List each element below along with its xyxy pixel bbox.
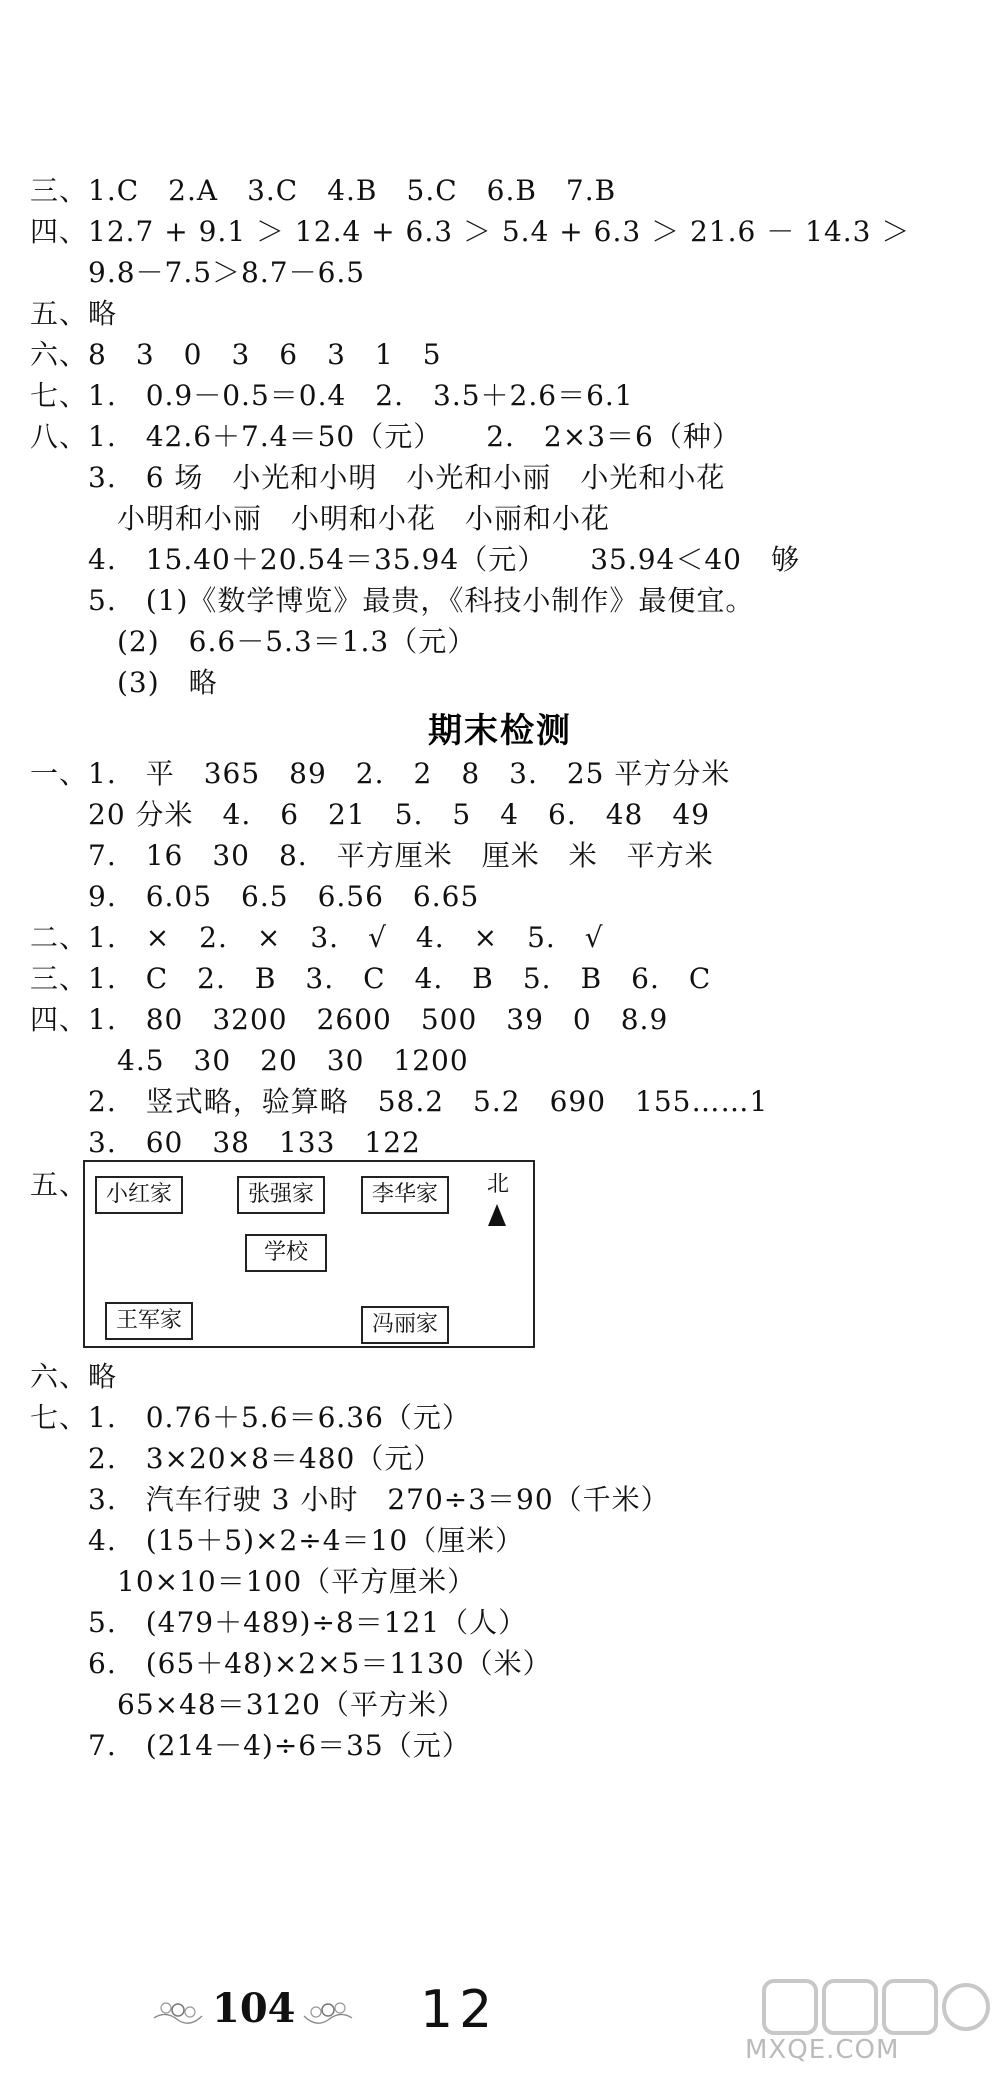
answer-line: 三、1.C 2.A 3.C 4.B 5.C 6.B 7.B	[30, 174, 617, 207]
answer-line: 4. 15.40＋20.54＝35.94（元） 35.94＜40 够	[30, 543, 800, 576]
answer-line: 六、8 3 0 3 6 3 1 5	[30, 338, 442, 371]
handwritten-number: 12	[420, 1980, 499, 2040]
answer-line: 7. 16 30 8. 平方厘米 厘米 米 平方米	[30, 839, 714, 872]
answer-line: 65×48＝3120（平方米）	[30, 1688, 466, 1721]
answer-line: 六、略	[30, 1360, 118, 1393]
answer-line: 7. (214－4)÷6＝35（元）	[30, 1729, 471, 1762]
page-number: 104	[212, 1985, 296, 2032]
answer-line: 五、略	[30, 297, 118, 330]
map-home-wangjun: 王军家	[105, 1302, 193, 1340]
map-home-lihua: 李华家	[361, 1176, 449, 1214]
answer-line: 四、1. 80 3200 2600 500 39 0 8.9	[30, 1003, 669, 1036]
answer-line: 一、1. 平 365 89 2. 2 8 3. 25 平方分米	[30, 757, 731, 790]
answer-line: 四、12.7 + 9.1 ＞ 12.4 + 6.3 ＞ 5.4 + 6.3 ＞ 21.6 － 14.3 ＞	[30, 215, 911, 248]
map-home-fengli: 冯丽家	[361, 1306, 449, 1344]
answer-line: 5. (479＋489)÷8＝121（人）	[30, 1606, 528, 1639]
answer-line: 八、1. 42.6＋7.4＝50（元） 2. 2×3＝6（种）	[30, 420, 741, 453]
answer-line: 4.5 30 20 30 1200	[30, 1044, 469, 1077]
map-home-zhangqiang: 张强家	[237, 1176, 325, 1214]
answer-line: 5. (1)《数学博览》最贵，《科技小制作》最便宜。	[30, 584, 755, 617]
answer-line: 20 分米 4. 6 21 5. 5 4 6. 48 49	[30, 798, 711, 831]
answer-line: 2. 竖式略，验算略 58.2 5.2 690 155……1	[30, 1085, 769, 1118]
flower-ornament-icon	[150, 1990, 206, 2030]
answer-line: 9. 6.05 6.5 6.56 6.65	[30, 880, 480, 913]
answer-line: 二、1. × 2. × 3. √ 4. × 5. √	[30, 921, 604, 954]
answer-line: 2. 3×20×8＝480（元）	[30, 1442, 443, 1475]
answer-line: 4. (15＋5)×2÷4＝10（厘米）	[30, 1524, 525, 1557]
map-school: 学校	[245, 1234, 327, 1272]
answer-line: 七、1. 0.9－0.5＝0.4 2. 3.5＋2.6＝6.1	[30, 379, 634, 412]
answer-line: (3) 略	[30, 666, 218, 699]
watermark-text: MXQE.COM	[745, 2035, 900, 2065]
answer-line: 10×10＝100（平方厘米）	[30, 1565, 477, 1598]
north-label: 北	[486, 1172, 509, 1197]
answer-line: 3. 6 场 小光和小明 小光和小丽 小光和小花	[30, 461, 726, 494]
answer-line: (2) 6.6－5.3＝1.3（元）	[30, 625, 477, 658]
answer-line: 三、1. C 2. B 3. C 4. B 5. B 6. C	[30, 962, 712, 995]
section-title: 期末检测	[428, 711, 572, 751]
answer-line: 七、1. 0.76＋5.6＝6.36（元）	[30, 1401, 471, 1434]
map-home-xiaohong: 小红家	[95, 1176, 183, 1214]
watermark-logo-icon	[760, 1975, 990, 2039]
answer-line: 小明和小丽 小明和小花 小丽和小花	[30, 502, 611, 535]
north-arrow-icon	[488, 1204, 506, 1226]
answer-line: 3. 60 38 133 122	[30, 1126, 421, 1159]
answer-line: 9.8－7.5＞8.7－6.5	[30, 256, 366, 289]
flower-ornament-icon	[300, 1990, 356, 2030]
answer-line: 3. 汽车行驶 3 小时 270÷3＝90（千米）	[30, 1483, 670, 1516]
answer-line: 6. (65＋48)×2×5＝1130（米）	[30, 1647, 552, 1680]
question-label: 五、	[30, 1168, 89, 1201]
location-map	[83, 1160, 535, 1348]
